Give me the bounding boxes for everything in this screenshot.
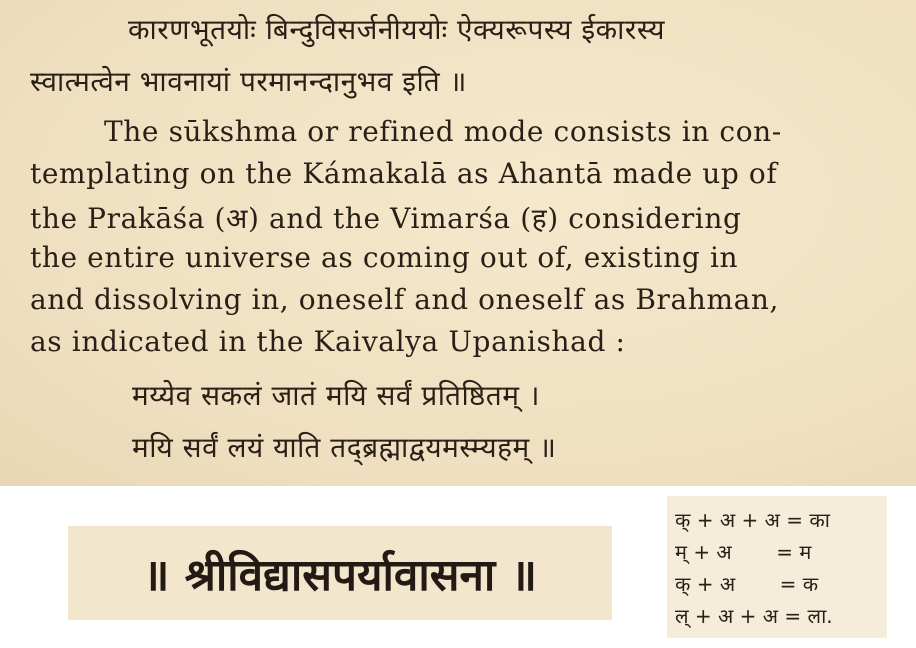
english-line-1: The sūkshma or refined mode consists in con- [104, 115, 782, 148]
equation-box [667, 496, 887, 638]
equation-line-1: क् + अ + अ = का [675, 508, 830, 532]
title-banner [68, 526, 612, 620]
title-text: ॥ श्रीविद्यासपर्यावासना ॥ [143, 550, 537, 601]
english-line-2: templating on the Kámakalā as Ahantā made up of [30, 157, 778, 190]
equation-line-2: म् + अ = म [675, 540, 812, 564]
equation-line-4: ल् + अ + अ = ला. [675, 604, 833, 628]
english-line-5: and dissolving in, oneself and oneself as Brahman, [30, 283, 780, 316]
english-line-3: the Prakāśa (अ) and the Vimarśa (ह) considering [30, 202, 742, 235]
verse-line-1: मय्येव सकलं जातं मयि सर्वं प्रतिष्ठितम् । [132, 379, 540, 412]
english-line-4: the entire universe as coming out of, existing in [30, 241, 739, 274]
sanskrit-line-2: स्वात्मत्वेन भावनायां परमानन्दानुभव इति ॥ [30, 65, 467, 98]
english-line-6: as indicated in the Kaivalya Upanishad : [30, 325, 626, 358]
sanskrit-line-1: कारणभूतयोः बिन्दुविसर्जनीययोः ऐक्यरूपस्य ईकारस्य [128, 13, 665, 46]
verse-line-2: मयि सर्वं लयं याति तद्ब्रह्माद्वयमस्म्यहम् ॥ [132, 431, 557, 464]
equation-line-3: क् + अ = क [675, 572, 819, 596]
